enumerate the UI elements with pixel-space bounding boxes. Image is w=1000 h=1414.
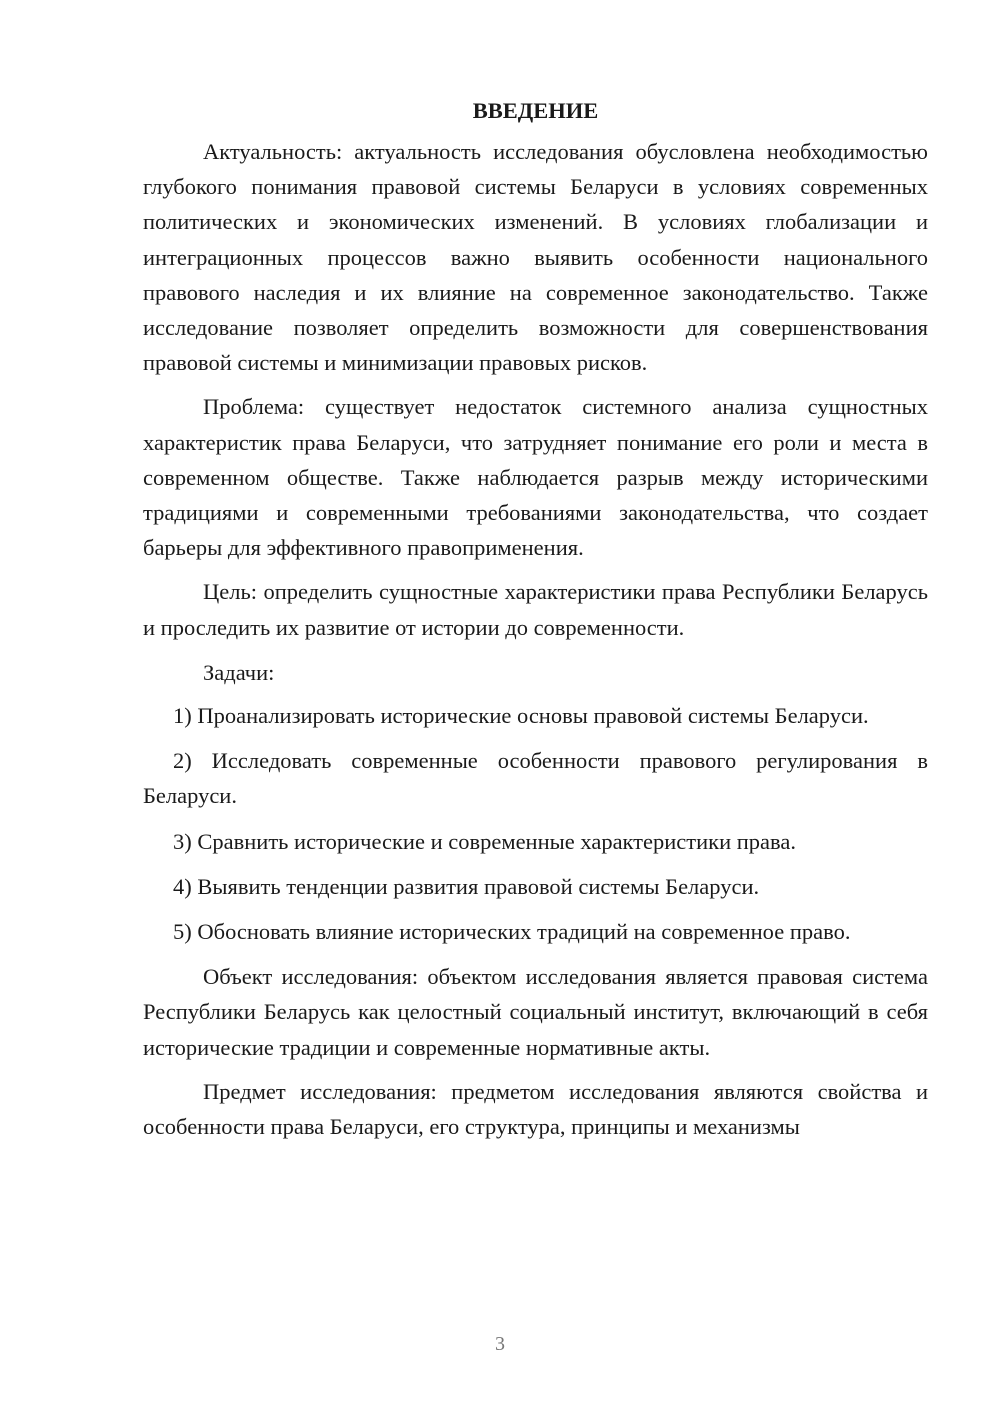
tasks-list [143,698,928,949]
tasks-label: Задачи: [203,659,275,685]
page-number: 3 [495,1333,505,1355]
goal-paragraph: Цель: определить сущностные характеристики права Республики Беларусь и проследить их развитие от истории до современности. [143,579,928,640]
subject-paragraph: Предмет исследования: предметом исследования являются свойства и особенности права Беларуси, его структура, принципы и механизмы [143,1078,928,1140]
problem-paragraph: Проблема: существует недостаток системного анализа сущностных характеристик права Беларуси, что затрудняет понимание его роли и места в современном обществе. Также наблюдается разрыв между историческими традициями и современными требованиями законодательства, что создает барьеры для эффективного правоприменения. [143,394,928,561]
relevance-paragraph: Актуальность: актуальность исследования обусловлена необходимостью глубокого понимания правовой системы Беларуси в условиях современных политических и экономических изменений. В условиях глобализации и интеграционных процессов важно выявить особенности национального правового наследия и их влияние на современное законодательство. Также исследование позволяет определить возможности для совершенствования правовой системы и минимизации правовых рисков. [143,139,928,376]
task-item-2: 2) Исследовать современные особенности правового регулирования в Беларуси. [143,748,928,809]
task-item-4: 4) Выявить тенденции развития правовой системы Беларуси. [173,873,760,899]
page-content [143,93,928,1153]
task-item-1: 1) Проанализировать исторические основы правовой системы Беларуси. [173,703,869,729]
object-paragraph: Объект исследования: объектом исследования является правовая система Республики Беларусь как целостный социальный институт, включающий в себя исторические традиции и современные нормативные акты. [143,964,928,1060]
section-title: ВВЕДЕНИЕ [472,98,599,123]
task-item-5: 5) Обосновать влияние исторических традиций на современное право. [173,919,851,945]
task-item-3: 3) Сравнить исторические и современные характеристики права. [173,828,796,854]
